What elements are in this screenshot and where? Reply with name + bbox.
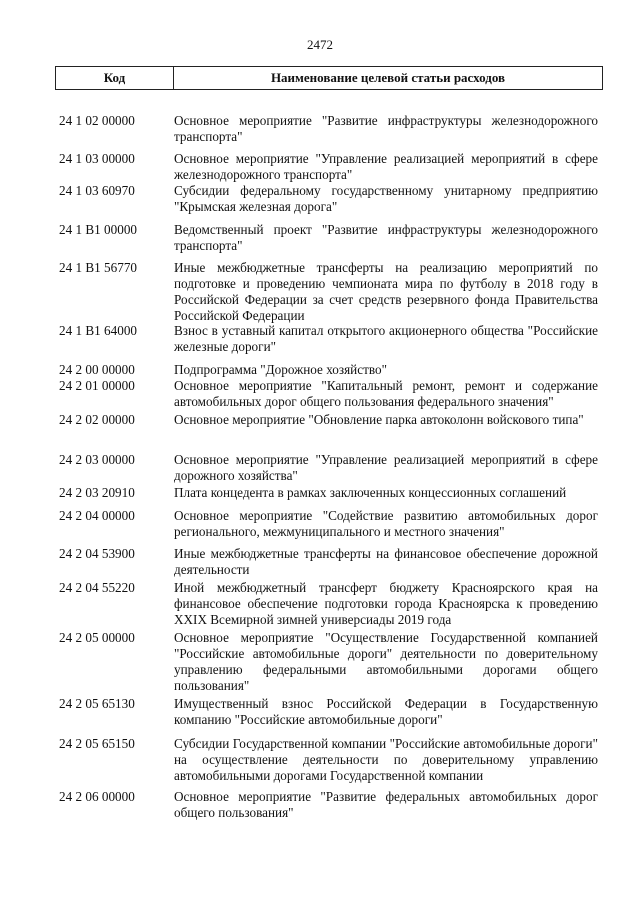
row-name: Подпрограмма "Дорожное хозяйство" (174, 362, 387, 377)
row-name: Ведомственный проект "Развитие инфраструктуры железнодорожного транспорта" (174, 222, 598, 253)
row-name: Основное мероприятие "Обновление парка автоколонн войскового типа" (174, 412, 584, 427)
row-code: 24 2 00 00000 (59, 362, 135, 377)
row-name: Иные межбюджетные трансферты на реализацию мероприятий по подготовке и проведению чемпионата мира по футболу в 2018 году в Российской Федерации за счет средств резервного фонда Правительства Российской Федерации (174, 260, 598, 323)
row-name: Имущественный взнос Российской Федерации в Государственную компанию "Российские автомобильные дороги" (174, 696, 598, 727)
row-code: 24 2 04 55220 (59, 580, 135, 595)
row-code: 24 2 03 00000 (59, 452, 135, 467)
header-name-column: Наименование целевой статьи расходов (270, 70, 506, 85)
row-name: Субсидии федеральному государственному унитарному предприятию "Крымская железная дорога" (174, 183, 598, 214)
row-code: 24 1 В1 00000 (59, 222, 138, 237)
row-name: Иной межбюджетный трансферт бюджету Красноярского края на финансовое обеспечение подготовки города Красноярска к проведению XXIX Всемирной зимней универсиады 2019 года (174, 580, 598, 627)
row-name: Иные межбюджетные трансферты на финансовое обеспечение дорожной деятельности (174, 546, 598, 577)
row-code: 24 1 В1 64000 (59, 323, 138, 338)
row-code: 24 1 03 00000 (59, 151, 135, 166)
row-code: 24 1 В1 56770 (59, 260, 138, 275)
row-code: 24 2 05 00000 (59, 630, 135, 645)
header-code-column: Код (56, 67, 174, 89)
row-name: Плата концедента в рамках заключенных концессионных соглашений (174, 485, 567, 500)
row-name: Основное мероприятие "Осуществление Государственной компанией "Российские автомобильные дороги" деятельности по доверительному управлению федеральными автомобильными дорогами общего пользования" (174, 630, 598, 693)
row-code: 24 2 04 00000 (59, 508, 135, 523)
row-name: Основное мероприятие "Развитие инфраструктуры железнодорожного транспорта" (174, 113, 598, 144)
page-number: 2472 (307, 37, 333, 52)
row-code: 24 2 01 00000 (59, 378, 135, 393)
row-name: Основное мероприятие "Капитальный ремонт, ремонт и содержание автомобильных дорог общего пользования федерального значения" (174, 378, 598, 409)
row-code: 24 2 02 00000 (59, 412, 135, 427)
row-name: Основное мероприятие "Развитие федеральных автомобильных дорог общего пользования" (174, 789, 598, 820)
row-code: 24 2 06 00000 (59, 789, 135, 804)
row-name: Основное мероприятие "Управление реализацией мероприятий в сфере дорожного хозяйства" (174, 452, 598, 483)
row-code: 24 2 05 65150 (59, 736, 135, 751)
row-name: Субсидии Государственной компании "Российские автомобильные дороги" на осуществление деятельности по доверительному управлению автомобильными дорогами Государственной компании (174, 736, 598, 783)
row-name: Основное мероприятие "Содействие развитию автомобильных дорог регионального, межмуниципального и местного значения" (174, 508, 598, 539)
row-code: 24 1 02 00000 (59, 113, 135, 128)
row-code: 24 1 03 60970 (59, 183, 135, 198)
row-code: 24 2 04 53900 (59, 546, 135, 561)
row-code: 24 2 03 20910 (59, 485, 135, 500)
row-code: 24 2 05 65130 (59, 696, 135, 711)
row-name: Взнос в уставный капитал открытого акционерного общества "Российские железные дороги" (174, 323, 598, 354)
table-header (55, 66, 603, 90)
row-name: Основное мероприятие "Управление реализацией мероприятий в сфере железнодорожного транспорта" (174, 151, 598, 182)
